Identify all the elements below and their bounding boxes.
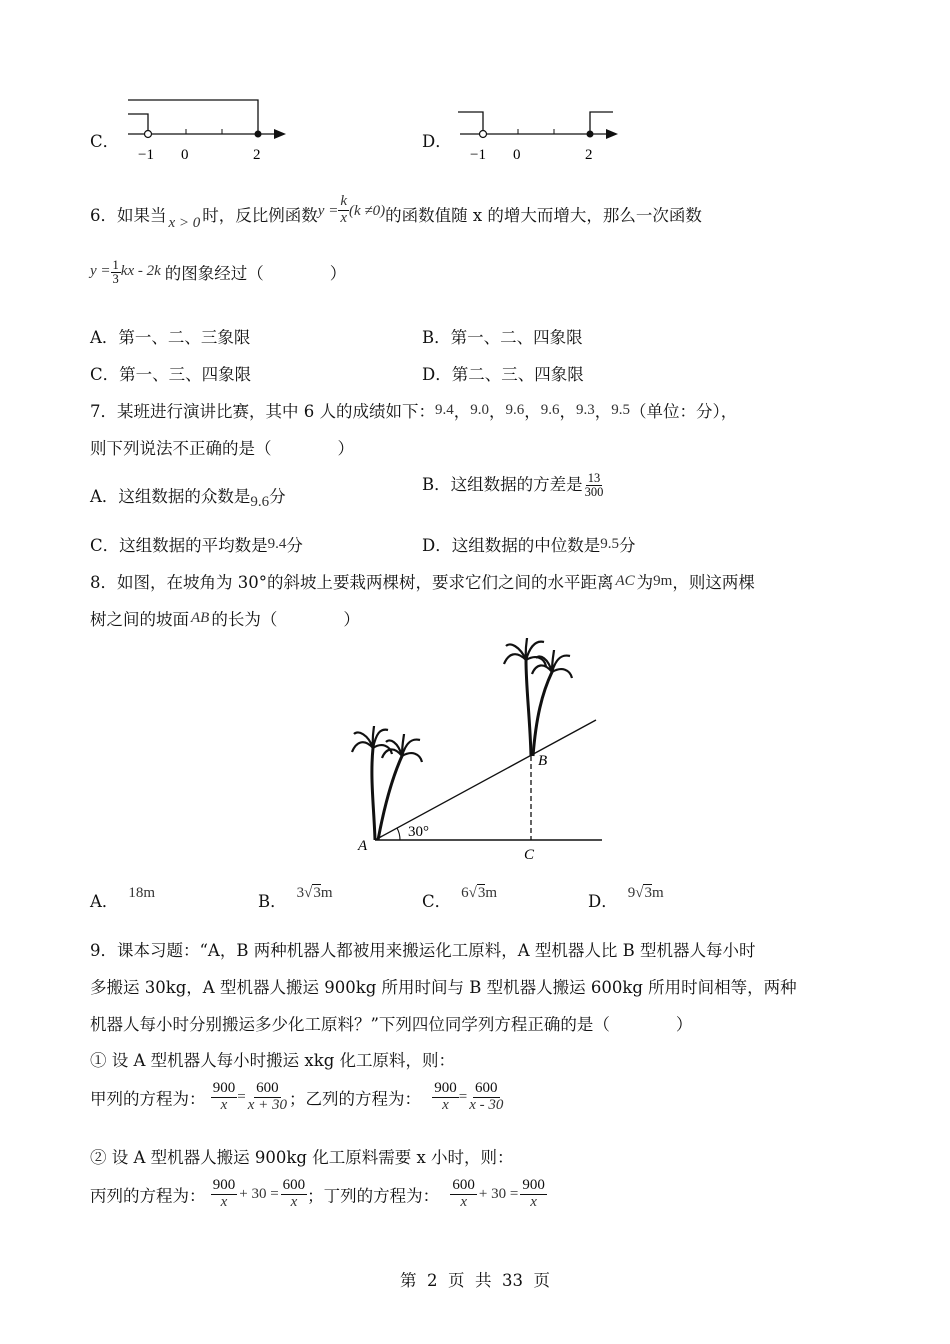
q7-option-a[interactable]: A．这组数据的众数是9.6分 xyxy=(90,487,286,510)
q9-question-line6: ② 设 A 型机器人搬运 900kg 化工原料需要 x 小时，则： xyxy=(90,1148,514,1167)
tick-label: −1 xyxy=(138,147,154,163)
q7-question-line2: 则下列说法不正确的是（ ） xyxy=(90,439,354,458)
q8-question-line2: 树之间的坡面 AB 的长为（ ） xyxy=(90,610,360,629)
tick-label: 0 xyxy=(181,147,189,163)
q9-question-line2: 多搬运 30kg，A 型机器人搬运 900kg 所用时间与 B 型机器人搬运 600kg 所用时间相等，两种 xyxy=(90,978,797,997)
angle-label: 30° xyxy=(408,824,429,840)
q6-question-line1: 6．如果当 x > 0 时，反比例函数y = $\frac{k}{x}$ (k ≠0)的函数值随 x 的增大而增大，那么一次函数 xyxy=(90,193,702,231)
q8-question-line1: 8．如图，在坡角为 30°的斜坡上要栽两棵树，要求它们之间的水平距离 AC 为9m，则这两棵 xyxy=(90,573,755,592)
q6-question-line2: y = $\frac{1}{3}$ kx - 2k 的图象经过（ ） xyxy=(90,257,347,286)
q9-equation-jia-yi: 甲列的方程为： $\frac{900}{x}$ = $\frac{600}{x + 30}$ ；乙列的方程为： $\frac{900}{x}$ = $\frac{600}{x - 30}$ xyxy=(90,1080,504,1113)
q5-option-c-number-line xyxy=(118,92,298,166)
point-label-a: A xyxy=(358,838,368,854)
q7-option-d[interactable]: D．这组数据的中位数是9.5分 xyxy=(422,536,636,555)
tick-label: −1 xyxy=(470,147,486,163)
q5-option-d-number-line xyxy=(450,92,630,166)
q6-option-a[interactable]: A．第一、二、三象限 xyxy=(90,328,251,347)
q8-option-b[interactable]: B． 3√3m xyxy=(258,885,333,911)
page-footer: 第 2 页 共 33 页 xyxy=(400,1271,550,1290)
q9-question-line1: 9．课本习题：“A，B 两种机器人都被用来搬运化工原料，A 型机器人比 B 型机器人每小时 xyxy=(90,941,756,960)
q9-question-line3: 机器人每小时分别搬运多少化工原料？”下列四位同学列方程正确的是（ ） xyxy=(90,1015,693,1034)
palm-tree-icon xyxy=(352,726,422,840)
point-label-b: B xyxy=(538,753,548,769)
point-label-c: C xyxy=(524,847,535,863)
q5-option-c-label[interactable]: C． xyxy=(90,132,120,151)
q9-question-line4: ① 设 A 型机器人每小时搬运 xkg 化工原料，则： xyxy=(90,1051,456,1070)
q8-option-a[interactable]: A． 18m xyxy=(90,885,156,911)
q6-option-c[interactable]: C．第一、三、四象限 xyxy=(90,365,252,384)
q6-option-b[interactable]: B．第一、二、四象限 xyxy=(422,328,583,347)
tick-label: 2 xyxy=(253,147,261,163)
q6-option-d[interactable]: D．第二、三、四象限 xyxy=(422,365,584,384)
q7-question-line1: 7．某班进行演讲比赛，其中 6 人的成绩如下：9.4，9.0，9.6，9.6，9.3，9.5（单位：分）， xyxy=(90,402,738,421)
q9-equation-bing-ding: 丙列的方程为： $\frac{900}{x}$ + 30 = $\frac{600}{x}$ ；丁列的方程为： $\frac{600}{x}$ + 30 = $\frac{900}{x}$ xyxy=(90,1177,545,1210)
q7-option-b[interactable]: B．这组数据的方差是 $\frac{13}{300}$ xyxy=(422,470,604,499)
q8-slope-figure xyxy=(350,638,612,868)
q7-option-c[interactable]: C．这组数据的平均数是9.4分 xyxy=(90,536,303,555)
tick-label: 0 xyxy=(513,147,521,163)
tick-label: 2 xyxy=(585,147,593,163)
q8-option-d[interactable]: D． 9√3m xyxy=(588,885,664,911)
q8-option-c[interactable]: C． 6√3m xyxy=(422,885,498,911)
q5-option-d-label[interactable]: D． xyxy=(422,132,452,151)
